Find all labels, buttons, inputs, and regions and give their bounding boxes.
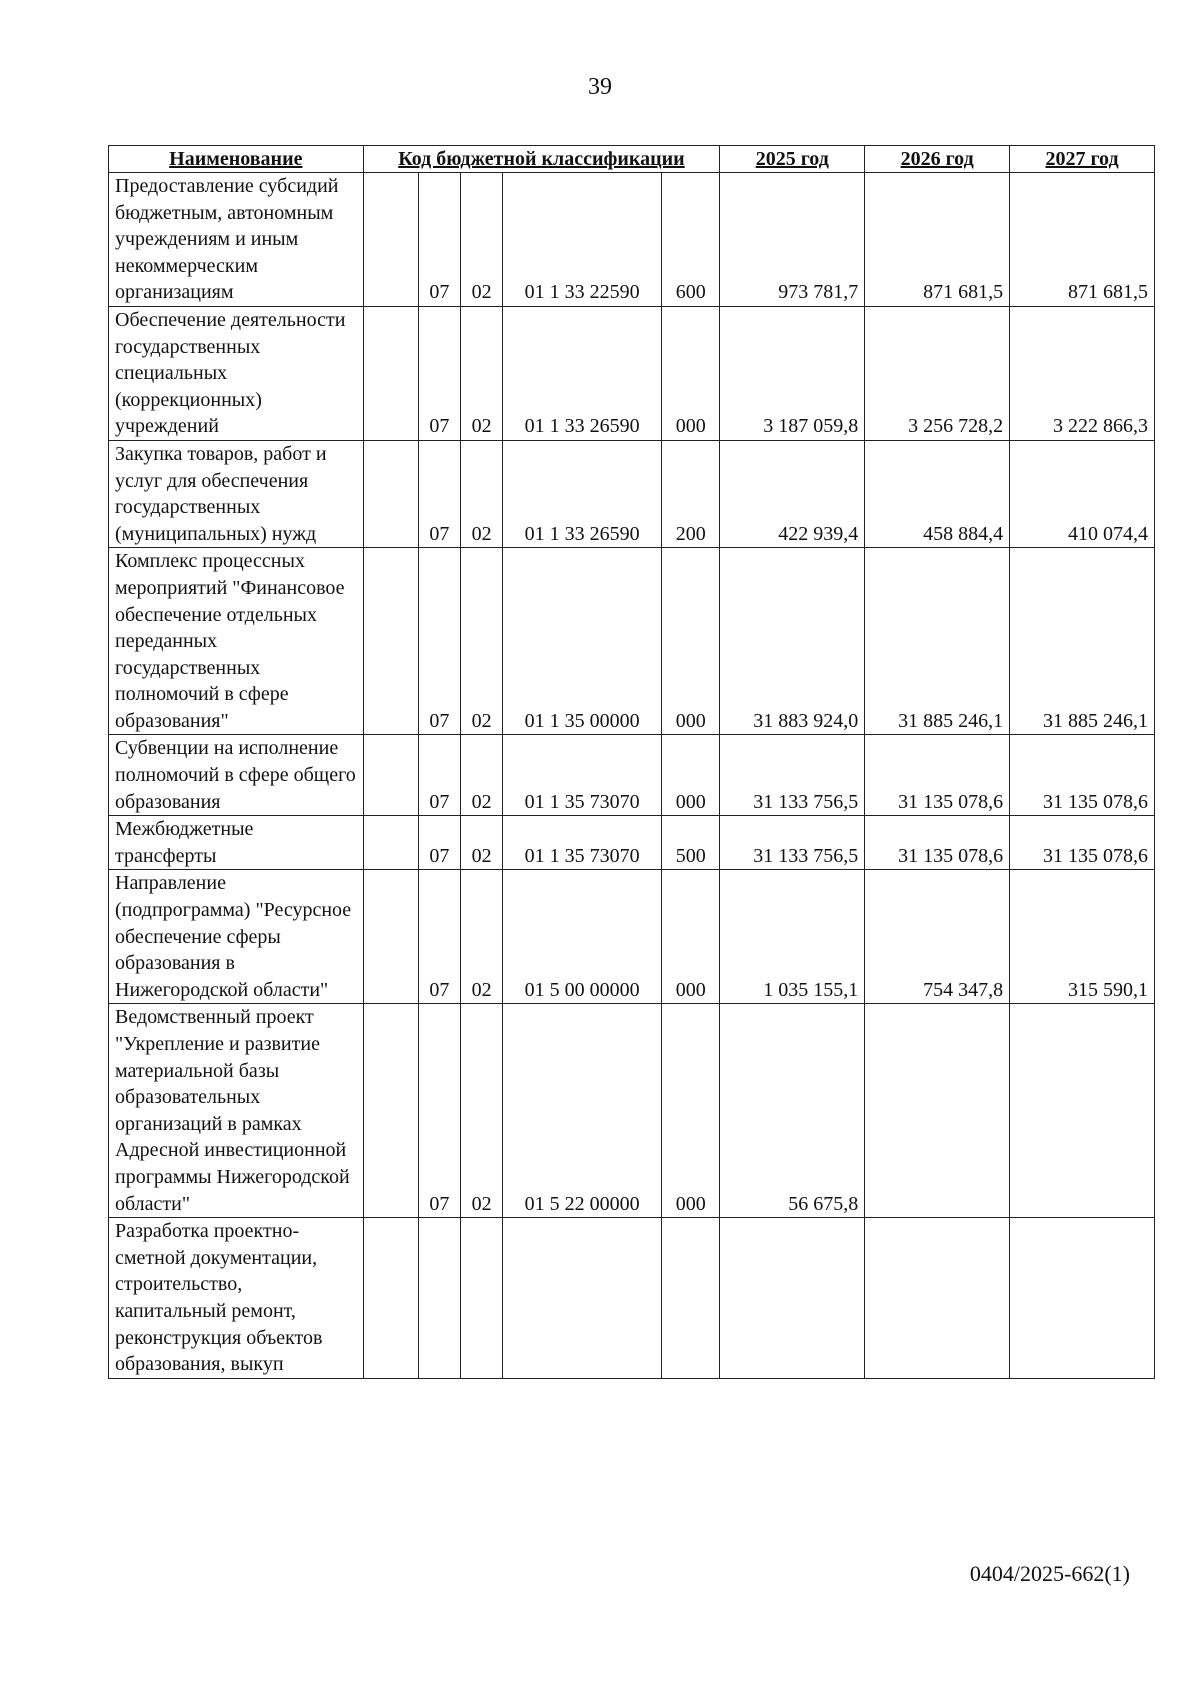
row-value-2027 <box>1010 1004 1155 1218</box>
row-target-article-code: 01 1 35 00000 <box>503 548 662 735</box>
row-department-code <box>363 440 418 547</box>
row-subsection-code: 02 <box>461 816 503 870</box>
row-department-code <box>363 548 418 735</box>
row-value-2027: 31 885 246,1 <box>1010 548 1155 735</box>
row-value-2026: 31 135 078,6 <box>865 735 1010 816</box>
row-name: Обеспечение деятельности государственных специальных (коррекционных) учреждений <box>109 306 364 440</box>
row-name: Межбюджетные трансферты <box>109 816 364 870</box>
row-subsection-code: 02 <box>461 173 503 307</box>
row-target-article-code: 01 1 33 26590 <box>503 440 662 547</box>
row-value-2025 <box>720 1218 865 1379</box>
row-target-article-code: 01 1 33 22590 <box>503 173 662 307</box>
row-subsection-code: 02 <box>461 1004 503 1218</box>
row-subsection-code: 02 <box>461 306 503 440</box>
row-name: Закупка товаров, работ и услуг для обеспечения государственных (муниципальных) нужд <box>109 440 364 547</box>
table-row <box>109 1218 1155 1379</box>
table-row <box>109 440 1155 547</box>
header-2025: 2025 год <box>720 146 865 173</box>
table-body <box>109 173 1155 1379</box>
row-expense-type-code: 600 <box>662 173 720 307</box>
row-expense-type-code: 200 <box>662 440 720 547</box>
row-subsection-code: 02 <box>461 735 503 816</box>
row-section-code: 07 <box>418 306 461 440</box>
row-value-2026: 458 884,4 <box>865 440 1010 547</box>
table-row <box>109 548 1155 735</box>
header-name: Наименование <box>109 146 364 173</box>
row-name: Направление (подпрограмма) "Ресурсное обеспечение сферы образования в Нижегородской области" <box>109 870 364 1004</box>
row-section-code: 07 <box>418 816 461 870</box>
row-name: Ведомственный проект "Укрепление и развитие материальной базы образовательных организаций в рамках Адресной инвестиционной программы Нижегородской области" <box>109 1004 364 1218</box>
row-section-code: 07 <box>418 735 461 816</box>
row-value-2025: 56 675,8 <box>720 1004 865 1218</box>
row-value-2026: 31 885 246,1 <box>865 548 1010 735</box>
row-name: Комплекс процессных мероприятий "Финансовое обеспечение отдельных переданных государственных полномочий в сфере образования" <box>109 548 364 735</box>
row-expense-type-code: 000 <box>662 870 720 1004</box>
row-value-2026: 871 681,5 <box>865 173 1010 307</box>
row-value-2027: 410 074,4 <box>1010 440 1155 547</box>
row-department-code <box>363 735 418 816</box>
row-target-article-code <box>503 1218 662 1379</box>
budget-table <box>108 145 1155 1379</box>
row-value-2025: 973 781,7 <box>720 173 865 307</box>
row-expense-type-code: 500 <box>662 816 720 870</box>
row-expense-type-code: 000 <box>662 1004 720 1218</box>
row-subsection-code: 02 <box>461 548 503 735</box>
page-number: 39 <box>588 74 612 100</box>
row-value-2025: 3 187 059,8 <box>720 306 865 440</box>
row-name: Субвенции на исполнение полномочий в сфере общего образования <box>109 735 364 816</box>
table-row <box>109 173 1155 307</box>
document-id: 0404/2025-662(1) <box>969 1561 1130 1586</box>
row-section-code: 07 <box>418 173 461 307</box>
header-2026: 2026 год <box>865 146 1010 173</box>
table-row <box>109 306 1155 440</box>
row-value-2027 <box>1010 1218 1155 1379</box>
row-value-2026: 3 256 728,2 <box>865 306 1010 440</box>
row-department-code <box>363 816 418 870</box>
row-value-2026: 754 347,8 <box>865 870 1010 1004</box>
row-target-article-code: 01 5 22 00000 <box>503 1004 662 1218</box>
row-name: Предоставление субсидий бюджетным, автономным учреждениям и иным некоммерческим организациям <box>109 173 364 307</box>
row-subsection-code: 02 <box>461 440 503 547</box>
row-expense-type-code: 000 <box>662 735 720 816</box>
row-value-2027: 31 135 078,6 <box>1010 816 1155 870</box>
row-subsection-code <box>461 1218 503 1379</box>
row-value-2025: 31 133 756,5 <box>720 816 865 870</box>
row-section-code: 07 <box>418 1004 461 1218</box>
row-department-code <box>363 1004 418 1218</box>
row-department-code <box>363 870 418 1004</box>
row-target-article-code: 01 1 33 26590 <box>503 306 662 440</box>
row-section-code: 07 <box>418 870 461 1004</box>
table-row <box>109 1004 1155 1218</box>
row-value-2027: 3 222 866,3 <box>1010 306 1155 440</box>
row-department-code <box>363 173 418 307</box>
row-value-2027: 871 681,5 <box>1010 173 1155 307</box>
row-expense-type-code: 000 <box>662 548 720 735</box>
row-value-2027: 315 590,1 <box>1010 870 1155 1004</box>
table-row <box>109 870 1155 1004</box>
row-value-2026 <box>865 1218 1010 1379</box>
row-target-article-code: 01 1 35 73070 <box>503 735 662 816</box>
row-section-code <box>418 1218 461 1379</box>
row-value-2026: 31 135 078,6 <box>865 816 1010 870</box>
row-value-2026 <box>865 1004 1010 1218</box>
row-value-2025: 1 035 155,1 <box>720 870 865 1004</box>
row-value-2025: 31 883 924,0 <box>720 548 865 735</box>
row-subsection-code: 02 <box>461 870 503 1004</box>
header-2027: 2027 год <box>1010 146 1155 173</box>
row-section-code: 07 <box>418 548 461 735</box>
row-value-2027: 31 135 078,6 <box>1010 735 1155 816</box>
row-expense-type-code <box>662 1218 720 1379</box>
row-department-code <box>363 306 418 440</box>
row-expense-type-code: 000 <box>662 306 720 440</box>
row-section-code: 07 <box>418 440 461 547</box>
row-value-2025: 31 133 756,5 <box>720 735 865 816</box>
row-target-article-code: 01 5 00 00000 <box>503 870 662 1004</box>
table-header-row <box>109 146 1155 173</box>
table-row <box>109 735 1155 816</box>
row-name: Разработка проектно-сметной документации, строительство, капитальный ремонт, реконструкция объектов образования, выкуп <box>109 1218 364 1379</box>
table-row <box>109 816 1155 870</box>
row-department-code <box>363 1218 418 1379</box>
header-code: Код бюджетной классификации <box>363 146 720 173</box>
row-target-article-code: 01 1 35 73070 <box>503 816 662 870</box>
row-value-2025: 422 939,4 <box>720 440 865 547</box>
